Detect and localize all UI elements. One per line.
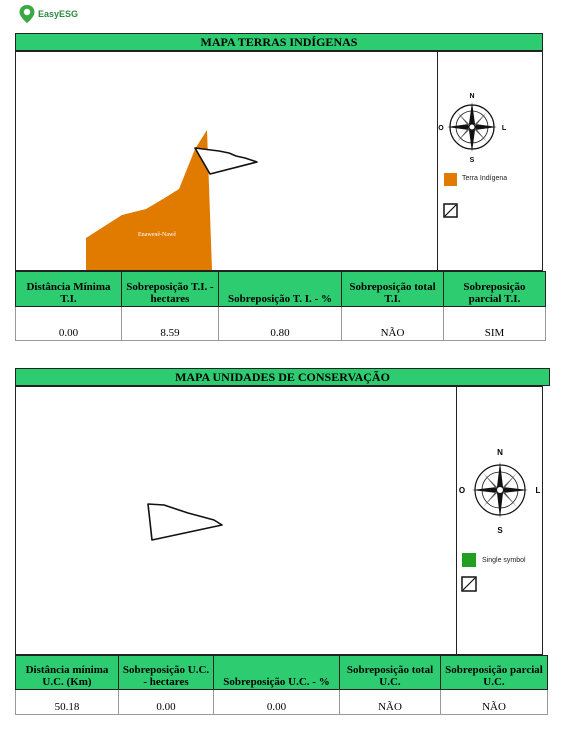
legend-panel-uc [456,387,544,654]
territory-name-label: Enawenê-Nawê [138,232,176,238]
compass-west-label: O [438,125,444,132]
value-sobreposicao-percent-uc: 0.00 [214,690,340,715]
header-distancia-minima-ti: Distância Mínima T.I. [16,272,122,307]
value-sobreposicao-total-ti: NÃO [342,307,444,341]
header-sobreposicao-total-ti: Sobreposição total T.I. [342,272,444,307]
compass-rose-icon [437,90,517,170]
legend-label-single-symbol: Single symbol [482,557,526,564]
compass-west-label-uc: O [458,486,466,495]
logo-text: EasyESG [38,9,79,19]
table-unidades-conservacao [15,655,548,715]
value-sobreposicao-hectares-ti: 8.59 [122,307,219,341]
section-title-unidades-conservacao: MAPA UNIDADES DE CONSERVAÇÃO [15,368,550,386]
compass-north-label: N [469,93,475,100]
header-sobreposicao-parcial-ti: Sobreposição parcial T.I. [444,272,546,307]
table-terras-indigenas [15,271,546,341]
value-sobreposicao-parcial-ti: SIM [444,307,546,341]
indigenous-territory-polygon [86,130,212,270]
map-pin-icon [18,4,36,24]
easyesg-logo [18,4,78,24]
header-sobreposicao-percent-uc: Sobreposição U.C. - % [214,656,340,690]
legend-swatch-single-symbol [462,553,476,567]
map-unidades-conservacao [15,386,543,655]
map-canvas-ti [16,52,438,270]
property-legend-icon [443,203,458,218]
value-sobreposicao-percent-ti: 0.80 [219,307,342,341]
value-sobreposicao-total-uc: NÃO [340,690,441,715]
compass-south-label-uc: S [497,526,503,535]
compass-north-label-uc: N [497,448,503,457]
header-sobreposicao-total-uc: Sobreposição total U.C. [340,656,441,690]
header-sobreposicao-parcial-uc: Sobreposição parcial U.C. [441,656,548,690]
value-sobreposicao-parcial-uc: NÃO [441,690,548,715]
value-distancia-minima-ti: 0.00 [16,307,122,341]
legend-swatch-terra-indigena [444,173,457,186]
value-sobreposicao-hectares-uc: 0.00 [119,690,214,715]
header-sobreposicao-percent-ti: Sobreposição T. I. - % [219,272,342,307]
property-boundary-polygon-uc [148,504,222,540]
header-sobreposicao-hectares-uc: Sobreposição U.C. - hectares [119,656,214,690]
legend-label-terra-indigena: Terra Indígena [462,175,508,182]
header-distancia-minima-uc: Distância mínima U.C. (Km) [16,656,119,690]
compass-rose-icon-uc [455,445,545,535]
compass-south-label: S [469,157,475,164]
header-sobreposicao-hectares-ti: Sobreposição T.I. - hectares [122,272,219,307]
value-distancia-minima-uc: 50.18 [16,690,119,715]
property-legend-icon-uc [461,576,477,592]
section-title-terras-indigenas: MAPA TERRAS INDÍGENAS [15,33,543,51]
legend-panel-ti [437,52,544,270]
map-canvas-uc [16,387,456,654]
compass-east-label-uc: L [535,486,541,495]
map-terras-indigenas [15,51,543,271]
compass-east-label: L [501,125,507,132]
